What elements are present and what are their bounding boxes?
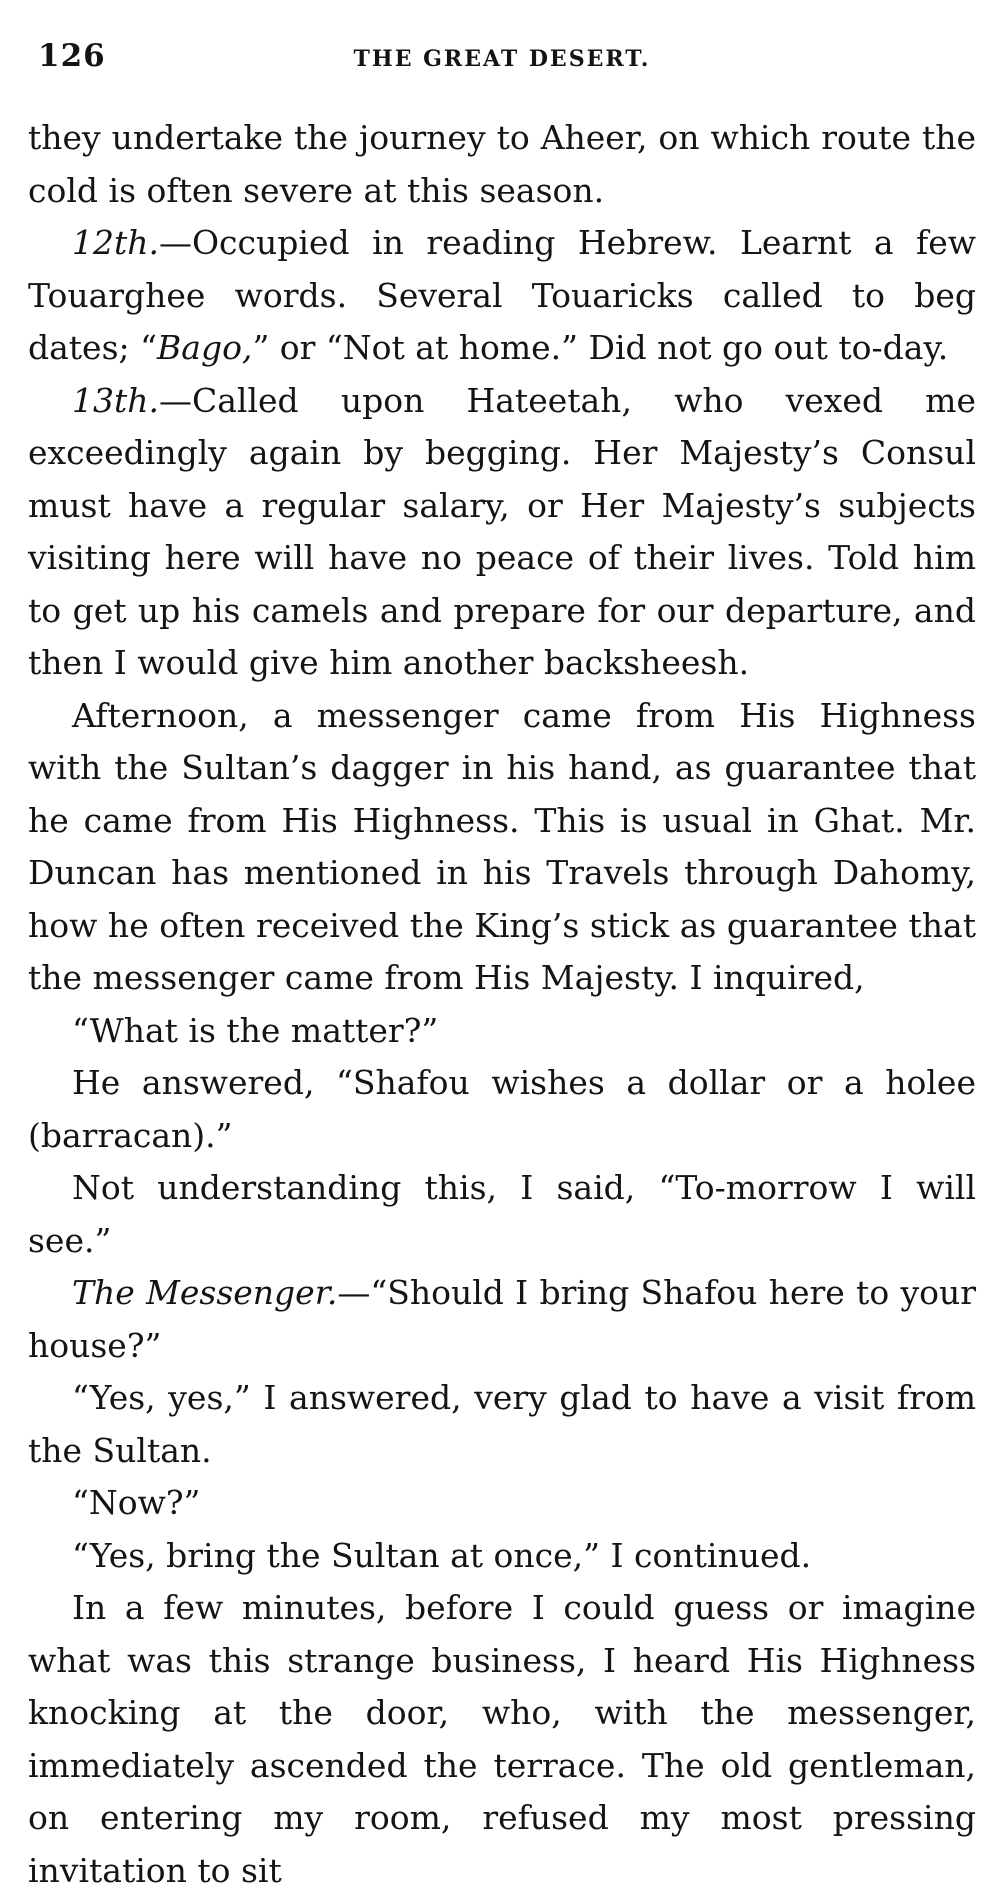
paragraph [28,217,976,375]
paragraph-text: —Called upon Hateetah, who vexed me exceedingly again by begging. Her Majesty’s Consul must have a regular salary, or Her Majesty’s subjects visiting here will have no peace of their lives. Told him to get up his camels and prepare for our departure, and then I would give him another backsheesh. [28,380,976,682]
paragraph [28,1582,976,1897]
italic-word: Bago, [157,328,253,367]
running-head: THE GREAT DESERT. [353,46,651,72]
paragraph [28,1372,976,1477]
paragraph-text-tail: ” or “Not at home.” Did not go out to-day. [252,328,949,367]
entry-date: 13th. [72,380,159,420]
entry-date: 12th. [72,223,159,262]
page-number: 126 [38,38,106,74]
paragraph [28,690,976,1005]
page-header [28,38,976,88]
paragraph-text: Afternoon, a messenger came from His Highness with the Sultan’s dagger in his hand, as guarantee that he came from His Highness. This is usual in Ghat. Mr. Duncan has mentioned in his Travels through Dahomy, how he often received the King’s stick as guarantee that the messenger came from His Majesty. I inquired, [28,695,976,997]
paragraph-text: “Now?” [72,1483,201,1522]
speaker-label: The Messenger. [72,1273,338,1312]
paragraph [28,112,976,217]
paragraph [28,375,976,690]
paragraph [28,1005,976,1058]
paragraph [28,1267,976,1372]
paragraph-text: —Occupied in reading Hebrew. Learnt a few Touarghee words. Several Touaricks called to beg dates; “ [28,223,976,367]
paragraph [28,1057,976,1162]
paragraph-text: “What is the matter?” [72,1010,439,1050]
paragraph-text: —“Should I bring Shafou here to your house?” [28,1273,976,1365]
paragraph-text: “Yes, yes,” I answered, very glad to have a visit from the Sultan. [28,1378,976,1470]
paragraph-text: they undertake the journey to Aheer, on which route the cold is often severe at this season. [28,118,976,210]
paragraph [28,1477,976,1530]
body-text [28,112,976,1897]
paragraph-text: He answered, “Shafou wishes a dollar or a holee (barracan).” [28,1063,976,1155]
paragraph-text: Not understanding this, I said, “To-morrow I will see.” [28,1168,976,1260]
paragraph-text: In a few minutes, before I could guess or imagine what was this strange business, I heard His Highness knocking at the door, who, with the messenger, immediately ascended the terrace. The old gentleman, on entering my room, refused my most pressing invitation to sit [28,1588,976,1890]
paragraph [28,1162,976,1267]
paragraph [28,1530,976,1583]
paragraph-text: “Yes, bring the Sultan at once,” I continued. [72,1535,812,1575]
